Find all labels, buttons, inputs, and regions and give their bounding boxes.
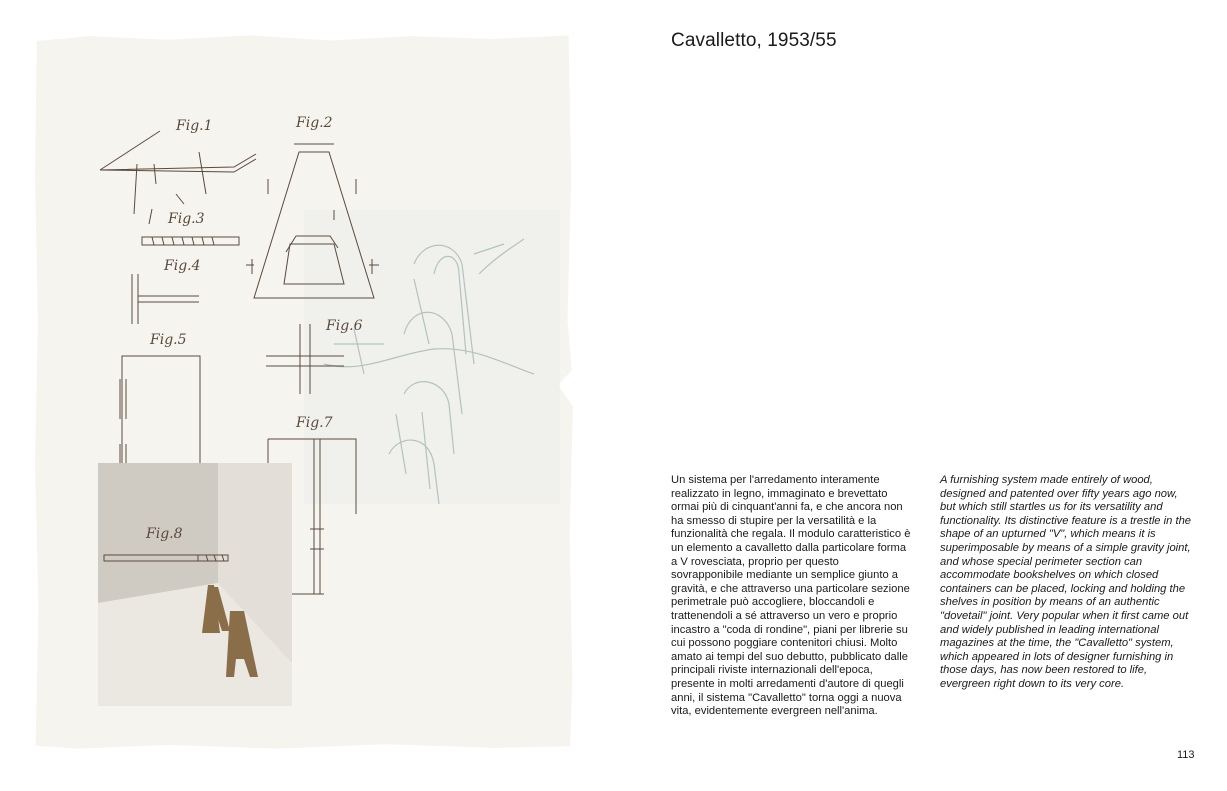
page-title: Cavalletto, 1953/55: [671, 30, 837, 51]
fig-8-overlay: [98, 463, 292, 706]
body-text-english: A furnishing system made entirely of wood, designed and patented over fifty years ago now, but which still startles us for its versatility and functionality. Its distinctive feature is a trestle in the shape of an upturned "V", which means it is superimposable by means of a simple gravity joint, and whose special perimeter section can accommodate bookshelves on which closed containers can be placed, locking and holding the shelves in position by means of an authentic "dovetail" joint. Very popular when it first came out and widely published in leading international magazines at the time, the "Cavalletto" system, which appeared in lots of designer furnishing in those days, has now been restored to life, evergreen right down to its very core.: [940, 474, 1192, 690]
fig-label-6: Fig.6: [326, 318, 363, 334]
fig-label-1: Fig.1: [176, 118, 213, 134]
fig-label-2: Fig.2: [296, 115, 333, 131]
page-number: 113: [1177, 749, 1195, 761]
fig-label-4: Fig.4: [164, 258, 201, 274]
body-text-italian: Un sistema per l'arredamento interamente realizzato in legno, immaginato e brevettato ormai più di cinquant'anni fa, e che ancora non ha smesso di stupire per la versatilità e la funzionalità che regala. Il modulo caratteristico è un elemento a cavalletto dalla particolare forma a V rovesciata, proprio per questo sovrapponibile mediante un semplice giunto a gravità, e che attraverso una particolare sezione perimetrale può accogliere, bloccandoli e trattenendoli a sé attraverso un vero e proprio incastro a "coda di rondine", piani per librerie su cui possono poggiare contenitori chiusi. Molto amato ai tempi del suo debutto, pubblicato dalle principali riviste internazionali dell'epoca, presente in molti arredamenti d'autore di quegli anni, il sistema "Cavalletto" torna oggi a nuova vita, evidentemente evergreen nell'anima.: [671, 474, 911, 718]
left-page: [0, 0, 610, 791]
fig-label-5: Fig.5: [150, 332, 187, 348]
fig-label-7: Fig.7: [296, 415, 333, 431]
fig-label-8: Fig.8: [146, 526, 183, 542]
fig-label-3: Fig.3: [168, 211, 205, 227]
